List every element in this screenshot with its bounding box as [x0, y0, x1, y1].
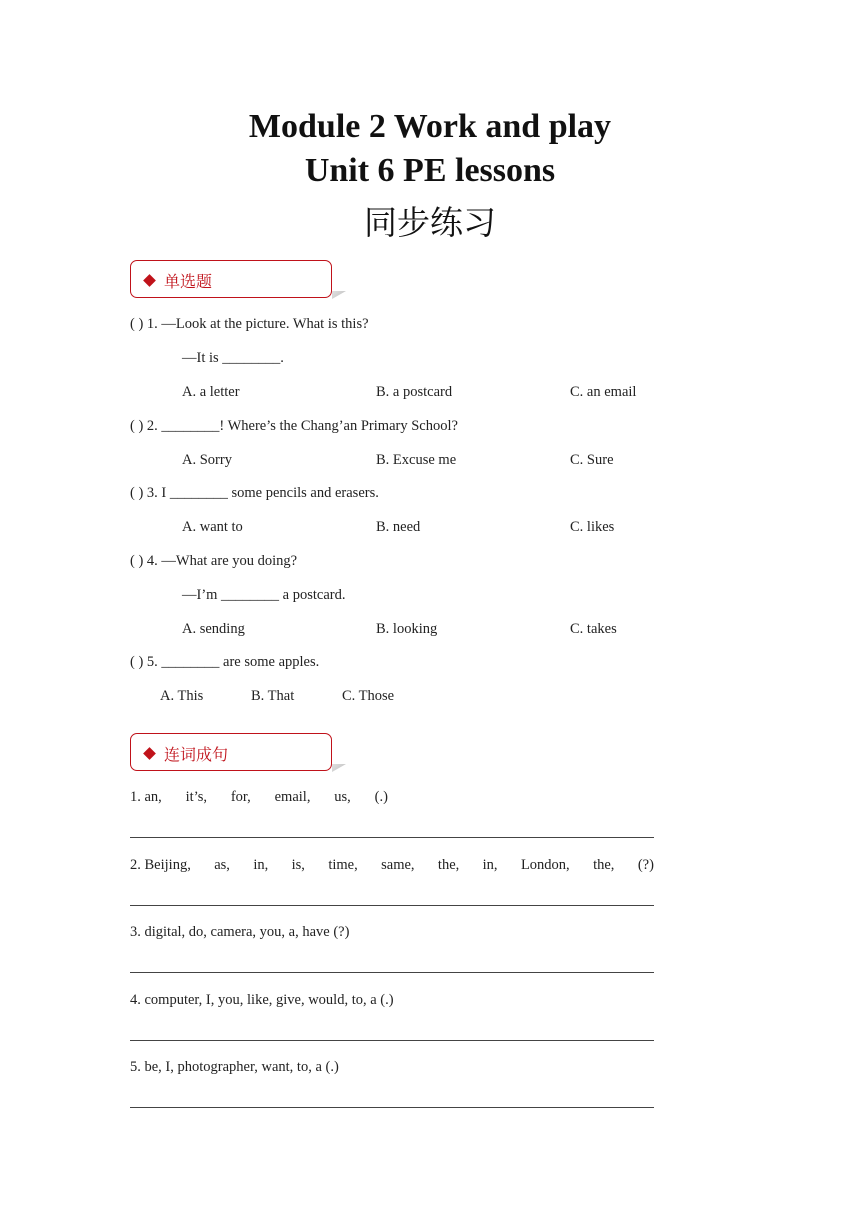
word: (.) — [374, 789, 388, 805]
answer-line-3[interactable] — [130, 972, 654, 973]
question-2-option-c: C. Sure — [570, 452, 614, 468]
question-3-option-b: B. need — [376, 519, 421, 535]
word: the, — [593, 857, 615, 873]
section-corner-shadow — [332, 764, 346, 772]
section-corner-shadow — [332, 291, 346, 299]
sentence-item-4: 4. computer, I, you, like, give, would, to, a (.) — [130, 992, 394, 1008]
word: the, — [437, 857, 460, 873]
word: as, — [214, 857, 230, 873]
word: 1. an, — [130, 789, 162, 805]
title-unit: Unit 6 PE lessons — [304, 152, 556, 189]
question-1-option-a: A. a letter — [182, 384, 240, 400]
section-header-sentence-building — [130, 733, 332, 771]
question-5-option-c: C. Those — [342, 688, 395, 704]
word: 2. Beijing, — [130, 857, 191, 873]
sentence-item-1 — [130, 789, 388, 806]
answer-line-2[interactable] — [130, 905, 654, 906]
sentence-item-2 — [130, 857, 654, 874]
question-3-option-a: A. want to — [182, 519, 243, 535]
question-1-stem: ( ) 1. —Look at the picture. What is this? — [130, 316, 369, 332]
question-2-stem: ( ) 2. ________! Where’s the Chang’an Primary School? — [130, 418, 458, 434]
question-3-stem: ( ) 3. I ________ some pencils and erasers. — [130, 485, 379, 501]
sentence-item-3: 3. digital, do, camera, you, a, have (?) — [130, 924, 350, 940]
word: time, — [328, 857, 358, 873]
title-practice: 同步练习 — [364, 203, 496, 242]
word: London, — [520, 857, 570, 873]
title-module: Module 2 Work and play — [248, 108, 612, 145]
diamond-icon — [143, 747, 156, 760]
question-4-option-b: B. looking — [376, 621, 438, 637]
question-5-option-a: A. This — [160, 688, 204, 704]
word: (?) — [637, 857, 654, 873]
answer-line-4[interactable] — [130, 1040, 654, 1041]
sentence-item-5: 5. be, I, photographer, want, to, a (.) — [130, 1059, 339, 1075]
question-2-option-b: B. Excuse me — [376, 452, 457, 468]
diamond-icon — [143, 274, 156, 287]
question-3-option-c: C. likes — [570, 519, 615, 535]
word: in, — [253, 857, 269, 873]
question-1-option-c: C. an email — [570, 384, 637, 400]
section-header-single-choice — [130, 260, 332, 298]
question-4-sub: —I’m ________ a postcard. — [182, 587, 346, 603]
word: is, — [291, 857, 305, 873]
word: email, — [274, 789, 311, 805]
question-4-option-a: A. sending — [182, 621, 245, 637]
section-label: 连词成句 — [164, 745, 229, 764]
word: it’s, — [185, 789, 207, 805]
word: in, — [482, 857, 498, 873]
word: for, — [230, 789, 251, 805]
question-5-stem: ( ) 5. ________ are some apples. — [130, 654, 320, 670]
word: same, — [381, 857, 415, 873]
question-4-stem: ( ) 4. —What are you doing? — [130, 553, 298, 569]
question-5-option-b: B. That — [251, 688, 295, 704]
question-4-option-c: C. takes — [570, 621, 617, 637]
answer-line-1[interactable] — [130, 837, 654, 838]
question-2-option-a: A. Sorry — [182, 452, 232, 468]
question-1-option-b: B. a postcard — [376, 384, 453, 400]
question-1-sub: —It is ________. — [182, 350, 284, 366]
section-label: 单选题 — [164, 272, 213, 291]
answer-line-5[interactable] — [130, 1107, 654, 1108]
word: us, — [334, 789, 351, 805]
